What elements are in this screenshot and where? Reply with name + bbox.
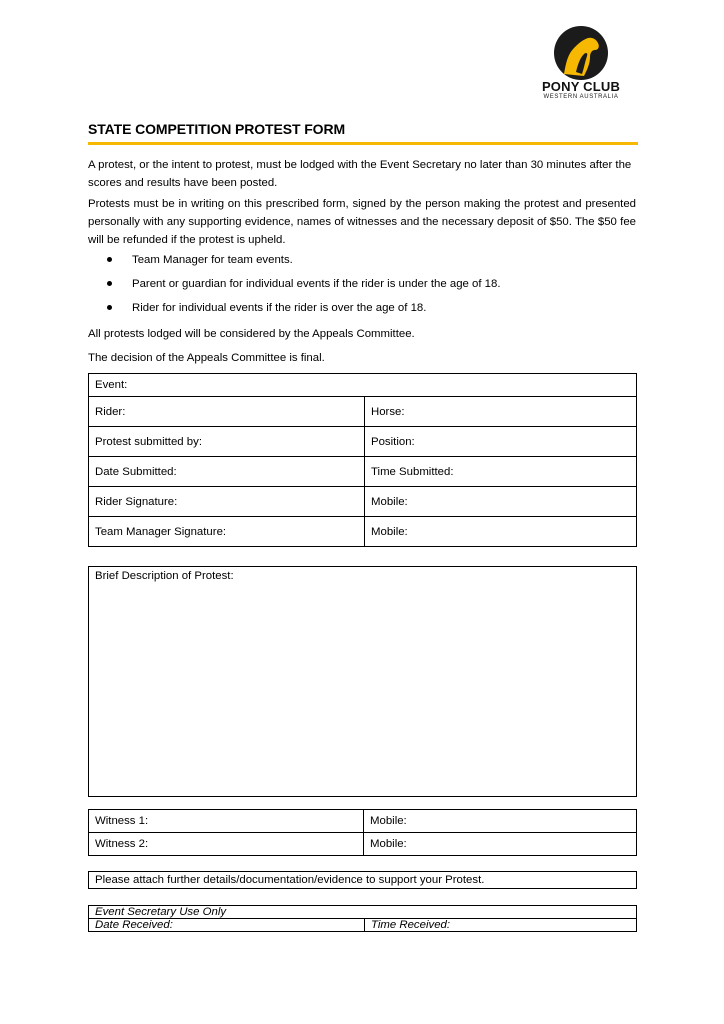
date-received-field[interactable]: Date Received:	[89, 919, 365, 932]
logo-subtitle: WESTERN AUSTRALIA	[543, 94, 619, 100]
submitter-list	[100, 251, 620, 323]
attach-note	[88, 871, 637, 889]
protest-description-label: Brief Description of Protest:	[95, 570, 234, 582]
list-item: Rider for individual events if the rider is over the age of 18.	[100, 299, 620, 323]
horse-head-icon	[554, 26, 608, 80]
bullet-icon	[107, 305, 112, 310]
attach-note-text: Please attach further details/documentation/evidence to support your Protest.	[95, 874, 485, 886]
team-manager-mobile-field[interactable]: Mobile:	[365, 517, 637, 547]
paragraph-decision: The decision of the Appeals Committee is final.	[88, 352, 325, 364]
time-received-field[interactable]: Time Received:	[365, 919, 637, 932]
pony-club-logo	[538, 26, 658, 106]
date-submitted-field[interactable]: Date Submitted:	[89, 457, 365, 487]
title-underline	[88, 142, 638, 145]
rider-field[interactable]: Rider:	[89, 397, 365, 427]
witness-1-field[interactable]: Witness 1:	[89, 810, 364, 833]
witness-2-field[interactable]: Witness 2:	[89, 833, 364, 856]
list-item: Team Manager for team events.	[100, 251, 620, 275]
page-title: STATE COMPETITION PROTEST FORM	[88, 121, 346, 137]
witness-2-mobile-field[interactable]: Mobile:	[364, 833, 637, 856]
position-field[interactable]: Position:	[365, 427, 637, 457]
office-use-heading: Event Secretary Use Only	[89, 906, 637, 919]
paragraph-appeals: All protests lodged will be considered by the Appeals Committee.	[88, 328, 415, 340]
witness-table	[88, 809, 637, 856]
paragraph-requirements: Protests must be in writing on this prescribed form, signed by the person making the protest and presented personally with any supporting evidence, names of witnesses and the necessary deposit of $50. The $50 fee will be refunded if the protest is upheld.	[88, 198, 636, 246]
paragraph-deadline: A protest, or the intent to protest, must be lodged with the Event Secretary no later than 30 minutes after the scores and results have been posted.	[88, 159, 632, 189]
protest-description-box[interactable]	[88, 566, 637, 797]
office-use-table	[88, 905, 637, 932]
time-submitted-field[interactable]: Time Submitted:	[365, 457, 637, 487]
logo-name: PONY CLUB	[541, 79, 621, 94]
team-manager-signature-field[interactable]: Team Manager Signature:	[89, 517, 365, 547]
witness-1-mobile-field[interactable]: Mobile:	[364, 810, 637, 833]
rider-signature-field[interactable]: Rider Signature:	[89, 487, 365, 517]
protest-details-table	[88, 373, 637, 547]
horse-field[interactable]: Horse:	[365, 397, 637, 427]
event-field[interactable]: Event:	[89, 374, 637, 397]
bullet-icon	[107, 257, 112, 262]
submitted-by-field[interactable]: Protest submitted by:	[89, 427, 365, 457]
list-item: Parent or guardian for individual events if the rider is under the age of 18.	[100, 275, 620, 299]
bullet-icon	[107, 281, 112, 286]
rider-mobile-field[interactable]: Mobile:	[365, 487, 637, 517]
